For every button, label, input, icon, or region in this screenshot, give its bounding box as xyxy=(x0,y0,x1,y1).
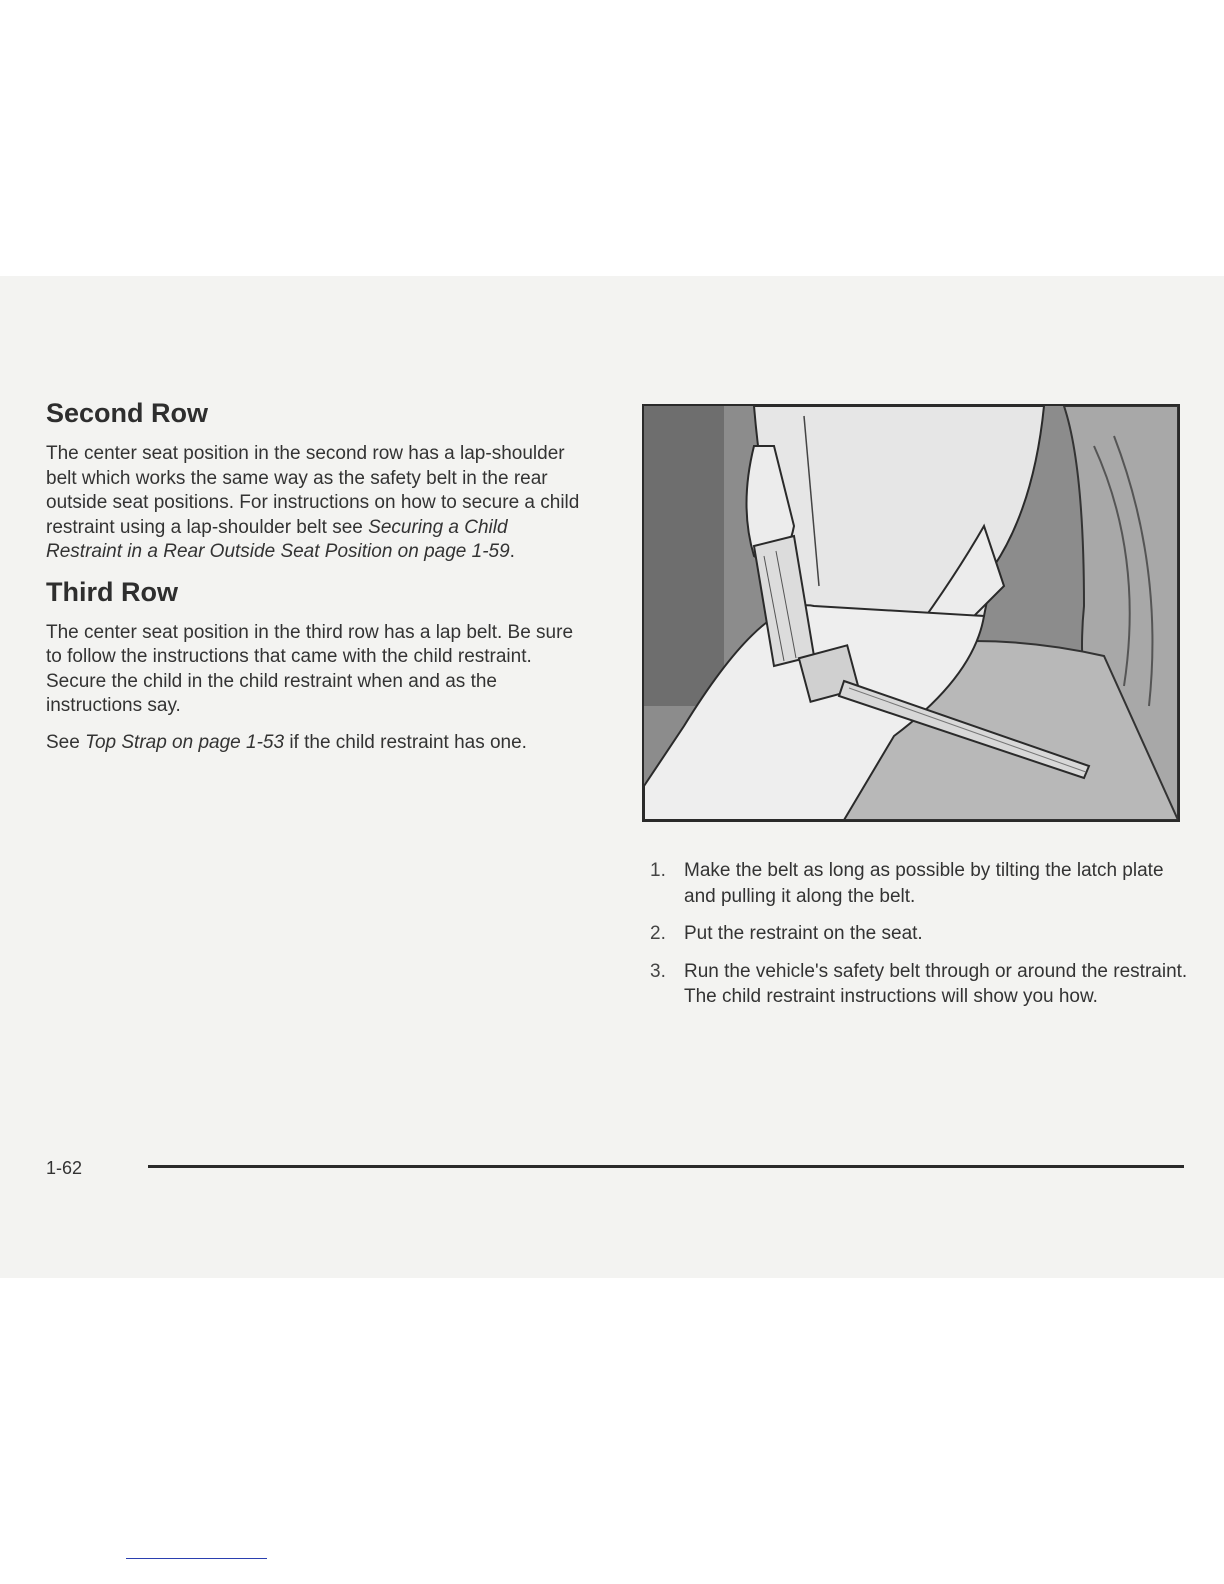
step-text: Put the restraint on the seat. xyxy=(684,923,923,944)
second-row-text: The center seat position in the second row has a lap-shoulder belt which works the same way as the safety belt in the rear outside seat positions. For instructions on how to secure a child restraint using a lap-shoulder belt see xyxy=(46,443,580,538)
step-number: 2. xyxy=(650,923,666,944)
second-row-heading: Second Row xyxy=(46,398,209,428)
step-item xyxy=(650,921,1190,947)
step-item xyxy=(650,858,1190,909)
step-text: Run the vehicle's safety belt through or around the restraint. The child restraint instructions will show you how. xyxy=(684,960,1188,1007)
footer-divider xyxy=(148,1165,1184,1168)
step-number: 1. xyxy=(650,860,666,881)
seat-belt-illustration xyxy=(642,404,1180,822)
third-row-heading: Third Row xyxy=(46,576,178,607)
page-number: 1-62 xyxy=(46,1158,83,1178)
step-text: Make the belt as long as possible by tilting the latch plate and pulling it along the belt. xyxy=(684,860,1164,907)
third-row-paragraph: The center seat position in the third row has a lap belt. Be sure to follow the instructions that came with the child restraint. Secure the child in the child restraint when and as the instructions say. xyxy=(46,621,574,716)
step-number: 3. xyxy=(650,960,666,982)
top-strap-reference: Top Strap on page 1-53 xyxy=(85,731,285,753)
top-strap-text-end: if the child restraint has one. xyxy=(284,731,527,753)
step-item xyxy=(650,959,1190,1010)
top-strap-paragraph xyxy=(46,731,586,756)
left-column xyxy=(46,396,586,767)
second-row-paragraph xyxy=(46,442,586,565)
second-row-text-end: . xyxy=(509,541,515,562)
bottom-divider xyxy=(126,1558,267,1559)
top-strap-text-start: See xyxy=(46,731,86,753)
instruction-steps xyxy=(650,858,1190,1022)
second-row-reference: Securing a Child Restraint in a Rear Outside Seat Position on page 1-59 xyxy=(46,516,510,562)
